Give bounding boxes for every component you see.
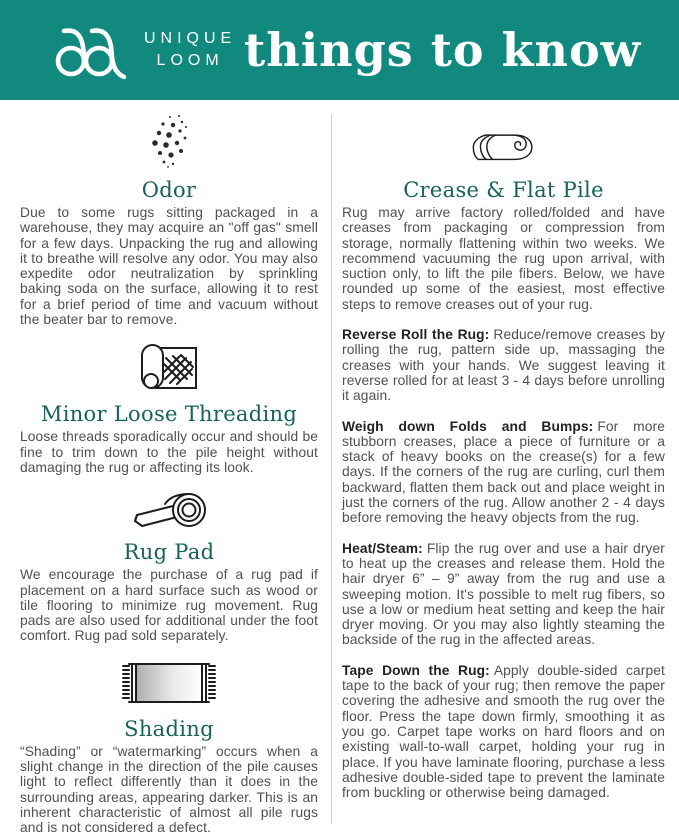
tip-label: Heat/Steam:	[342, 540, 423, 556]
content-area	[0, 100, 679, 836]
left-column	[0, 100, 331, 836]
section-intro-crease: Rug may arrive factory rolled/folded and have creases from packaging or compression from storage, normally flattening within two weeks. We recommend vacuuming the rug upon arrival, with suction only, to lift the pile fibers. Below, we have rounded up some of the easiest, most effective steps to remove creases out of your rug.	[342, 205, 665, 312]
section-body-shading: “Shading” or “watermarking” occurs when a slight change in the direction of the pile causes light to reflect differently than it does in the surrounding areas, appearing darker. This is an inherent characteristic of almost all pile rugs and is not considered a defect.	[20, 743, 318, 836]
rug-pad-roll-icon	[20, 490, 318, 535]
section-heading-odor: Odor	[141, 178, 197, 202]
tip-weigh-down	[342, 419, 665, 526]
rolled-rug-crosshatch-icon	[20, 342, 318, 397]
section-body-threading: Loose threads sporadically occur and should be fine to trim down to the pile height without damaging the rug or affecting its look.	[20, 429, 318, 475]
loom-loops-icon	[52, 19, 130, 81]
rolled-rug-spiral-icon	[342, 114, 665, 173]
brand-line1: UNIQUE	[144, 30, 237, 48]
section-heading-shading: Shading	[124, 716, 214, 741]
header-banner	[0, 0, 679, 100]
odor-dots-icon	[20, 114, 318, 173]
shaded-rug-fringe-icon	[20, 659, 318, 712]
section-body-odor: Due to some rugs sitting packaged in a warehouse, they may acquire an "off gas" smell for a few days. Unpacking the rug and allowing it to breathe will resolve any odor. You may also expedite odor neutralization by sprinkling baking soda on the surface, allowing it to rest for a brief period of time and vacuum without the beater bar to remove.	[20, 205, 318, 328]
brand-line2: LOOM	[156, 52, 224, 69]
section-odor	[20, 114, 318, 327]
tip-label: Reverse Roll the Rug:	[342, 327, 490, 343]
tip-body: Apply double-sided carpet tape to the back of your rug; then remove the paper covering the adhesive and smooth the rug over the floor. Press the tape down firmly, smoothing it as you go. Carpet tape works on hard floors and on existing wall-to-wall carpet, holding your rug in place. If you have laminate flooring, purchase a less adhesive double-sided tape to prevent the laminate from buckling or otherwise being damaged.	[342, 662, 665, 801]
right-column	[332, 100, 679, 824]
section-crease	[342, 114, 665, 312]
brand-name	[144, 28, 236, 71]
section-threading	[20, 342, 318, 475]
unique-loom-logo	[52, 19, 236, 81]
section-shading	[20, 659, 318, 836]
section-heading-crease: Crease & Flat Pile	[403, 178, 604, 202]
tip-body: For more stubborn creases, place a piece of furniture or a stack of heavy books on the crease(s) for a few days. If the corners of the rug are curling, curl them backward, flatten them back out and place weight in just the corners of the rug. Allow another 2 - 4 days before removing the heavy objects from the rug.	[342, 418, 665, 526]
section-rug-pad	[20, 490, 318, 643]
page-title: things to know	[244, 23, 642, 77]
tip-heat-steam	[342, 541, 665, 648]
tip-reverse-roll	[342, 327, 665, 403]
section-body-rug-pad: We encourage the purchase of a rug pad if placement on a hard surface such as wood or tile flooring to minimize rug movement. Rug pads are also used for additional under the foot comfort. Rug pad sold separately.	[20, 567, 318, 644]
tip-body: Flip the rug over and use a hair dryer to heat up the creases and release them. Hold the hair dryer 6” – 9” away from the rug and use a sweeping motion. It's possible to melt rug fibers, so use a low or medium heat setting and keep the hair dryer moving. Or you may also lightly steaming the backside of the rug in the affected areas.	[342, 540, 665, 648]
tip-label: Tape Down the Rug:	[342, 662, 490, 678]
section-heading-threading: Minor Loose Threading	[40, 402, 298, 427]
section-heading-rug-pad: Rug Pad	[123, 540, 215, 565]
tip-body: Reduce/remove creases by rolling the rug, pattern side up, massaging the creases with your hands. We suggest leaving it reverse rolled for at least 3 - 4 days before unrolling it again.	[342, 327, 666, 404]
tip-tape-down	[342, 663, 665, 801]
tip-label: Weigh down Folds and Bumps:	[342, 418, 594, 434]
